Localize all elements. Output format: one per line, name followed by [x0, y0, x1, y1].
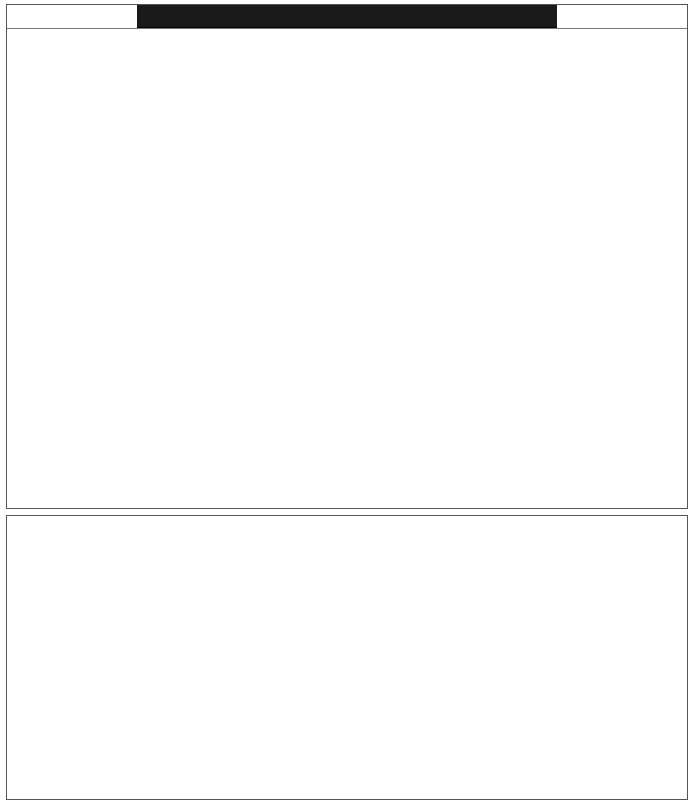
bottom-columns [7, 516, 687, 799]
top-section [6, 4, 688, 509]
date-banner [137, 5, 557, 28]
top-columns [7, 28, 687, 508]
bottom-section [6, 515, 688, 800]
